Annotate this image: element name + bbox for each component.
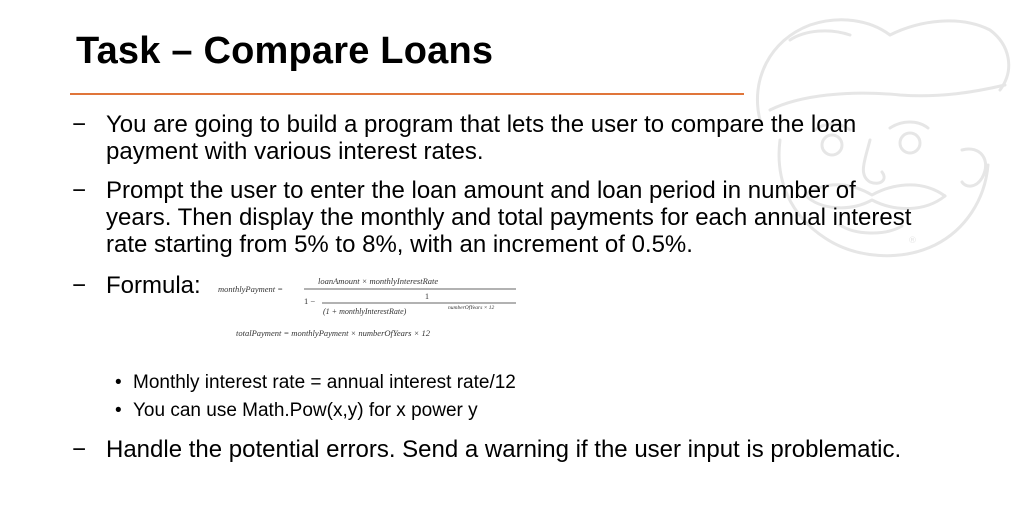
formula-inner-one: 1 [425, 292, 429, 301]
formula-lhs: monthlyPayment = [218, 284, 283, 294]
bullet-text: Handle the potential errors. Send a warning if the user input is problematic. [106, 436, 902, 463]
registered-mark: ® [908, 236, 917, 246]
bullet-text: You are going to build a program that lets the user to compare the loan payment with various interest rates. [106, 111, 857, 165]
sub-bullet-dot: • [115, 372, 122, 393]
sub-bullet-text: Monthly interest rate = annual interest rate/12 [133, 372, 516, 393]
sub-bullet-text: You can use Math.Pow(x,y) for x power y [133, 400, 478, 421]
slide-title: Task – Compare Loans [76, 30, 494, 72]
sub-bullet-dot: • [115, 400, 122, 421]
bullet-dash: − [72, 111, 87, 138]
bullet-text: Prompt the user to enter the loan amount and loan period in number of years. Then display the monthly and total payments for each annual interest rate starting from 5% to 8%, with an increment of 0.5%. [106, 177, 912, 258]
bullet-text: Formula: [106, 272, 201, 299]
bullet-prompt-user [72, 177, 926, 258]
bullet-dash: − [72, 436, 87, 463]
bullet-build-program [72, 111, 926, 165]
formula-exponent: numberOfYears × 12 [448, 305, 495, 311]
bullet-dash: − [72, 272, 87, 299]
formula-total: totalPayment = monthlyPayment × numberOfYears × 12 [236, 328, 430, 338]
title-underline [70, 93, 744, 95]
sub-bullet-math-pow [115, 400, 478, 422]
loan-formula [218, 277, 528, 343]
sub-bullet-monthly-rate [115, 372, 516, 394]
formula-one-minus: 1 − [304, 296, 316, 306]
bullet-handle-errors [72, 436, 926, 463]
bullet-dash: − [72, 177, 87, 204]
formula-inner-denominator: (1 + monthlyInterestRate) [323, 307, 407, 316]
formula-numerator: loanAmount × monthlyInterestRate [318, 277, 439, 286]
